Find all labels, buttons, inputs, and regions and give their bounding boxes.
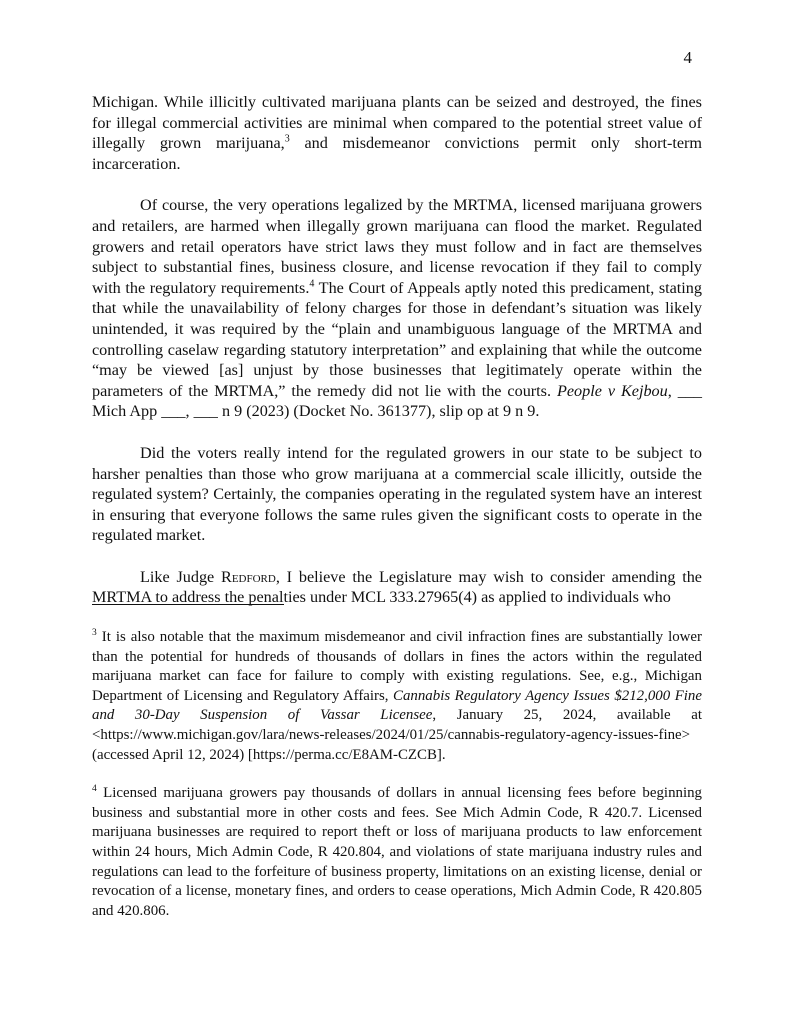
paragraph-2-text-a: Of course, the very operations legalized by the MRTMA, licensed marijuana growers and retailers, are harmed when illegally grown marijuana can flood the market. Regulated growers and retail operators have strict laws they must follow and in fact are themselves subject to substantial fines, business closure, and license revocation if they fail to comply with the regulatory requirements. bbox=[92, 196, 702, 297]
footnote-ref-3[interactable]: 3 bbox=[284, 133, 290, 145]
paragraph-4 bbox=[92, 567, 702, 608]
footnote-3 bbox=[92, 628, 702, 765]
judge-name: Redford bbox=[221, 567, 276, 586]
paragraph-1-text: Michigan. While illicitly cultivated marijuana plants can be seized and destroyed, the fines for illegal commercial activities are minimal when compared to the potential street value of illegally grown marijuana, bbox=[92, 93, 702, 153]
paragraph-2 bbox=[92, 195, 702, 422]
footnotes bbox=[92, 628, 702, 940]
paragraph-1 bbox=[92, 92, 702, 174]
footnote-3-text-a: It is also notable that the maximum misdemeanor and civil infraction fines are substantially lower than the potential for hundreds of thousands of dollars in fines the actors within the regulated marijuana market can face for failure to comply with existing regulations. See, e.g., Michigan Department of Licensing and Regulatory Affairs, bbox=[92, 629, 702, 704]
footnote-3-title: Cannabis Regulatory Agency Issues $212,000 Fine and 30-Day Suspension of Vassar Licensee bbox=[92, 687, 702, 724]
footnote-4-text: Licensed marijuana growers pay thousands of dollars in annual licensing fees before beginning business and substantial more in other costs and fees. See Mich Admin Code, R 420.7. Licensed marijuana businesses are required to report theft or loss of marijuana products to law enforcement within 24 hours, Mich Admin Code, R 420.804, and violations of state marijuana industry rules and regulations can lead to the forfeiture of business property, limitations on an existing license, denial or revocation of a license, monetary fines, and orders to cease operations, Mich Admin Code, R 420.805 and 420.806. bbox=[92, 785, 702, 919]
footnote-4-number: 4 bbox=[92, 784, 97, 795]
page-number: 4 bbox=[683, 48, 692, 67]
paragraph-3: Did the voters really intend for the regulated growers in our state to be subject to harsher penalties than those who grow marijuana at a commercial scale illicitly, outside the regulated system? Certainly, the companies operating in the regulated system have an interest in ensuring that everyone follows the same rules given the significant costs to operate in the regulated market. bbox=[92, 443, 702, 545]
footnote-divider bbox=[92, 604, 284, 605]
footnote-ref-4[interactable]: 4 bbox=[309, 278, 315, 290]
paragraph-2-text-c: , ___ Mich App ___, ___ n 9 (2023) (Docket No. 361377), slip op at 9 n 9. bbox=[92, 381, 702, 421]
paragraph-1-text-end: and misdemeanor convictions permit only short-term incarceration. bbox=[92, 134, 703, 173]
footnote-4 bbox=[92, 784, 702, 921]
paragraph-2-text-b: The Court of Appeals aptly noted this predicament, stating that while the unavailability of felony charges for those in defendant’s situation was likely unintended, it was required by the “plain and unambiguous language of the MRTMA and controlling caselaw regarding statutory interpretation” and explaining that while the outcome “may be viewed [as] unjust by those businesses that legitimately operate within the parameters of the MRTMA,” the remedy did not lie with the courts. bbox=[92, 278, 702, 400]
opinion-body bbox=[92, 92, 702, 608]
paragraph-4-text-a: Like Judge bbox=[140, 567, 222, 586]
footnote-3-text-b: , January 25, 2024, available at <https://www.michigan.gov/lara/news-releases/2024/01/25/cannabis-regulatory-agency-issues-fine> (accessed April 12, 2024) [https://perma.cc/E8AM-CZCB]. bbox=[92, 707, 703, 763]
paragraph-4-text-b: , I believe the Legislature may wish to consider amending the MRTMA to address the penalties under MCL 333.27965(4) as applied to individuals who bbox=[92, 567, 702, 607]
footnote-3-number: 3 bbox=[92, 628, 97, 639]
case-citation: People v Kejbou bbox=[556, 381, 668, 400]
